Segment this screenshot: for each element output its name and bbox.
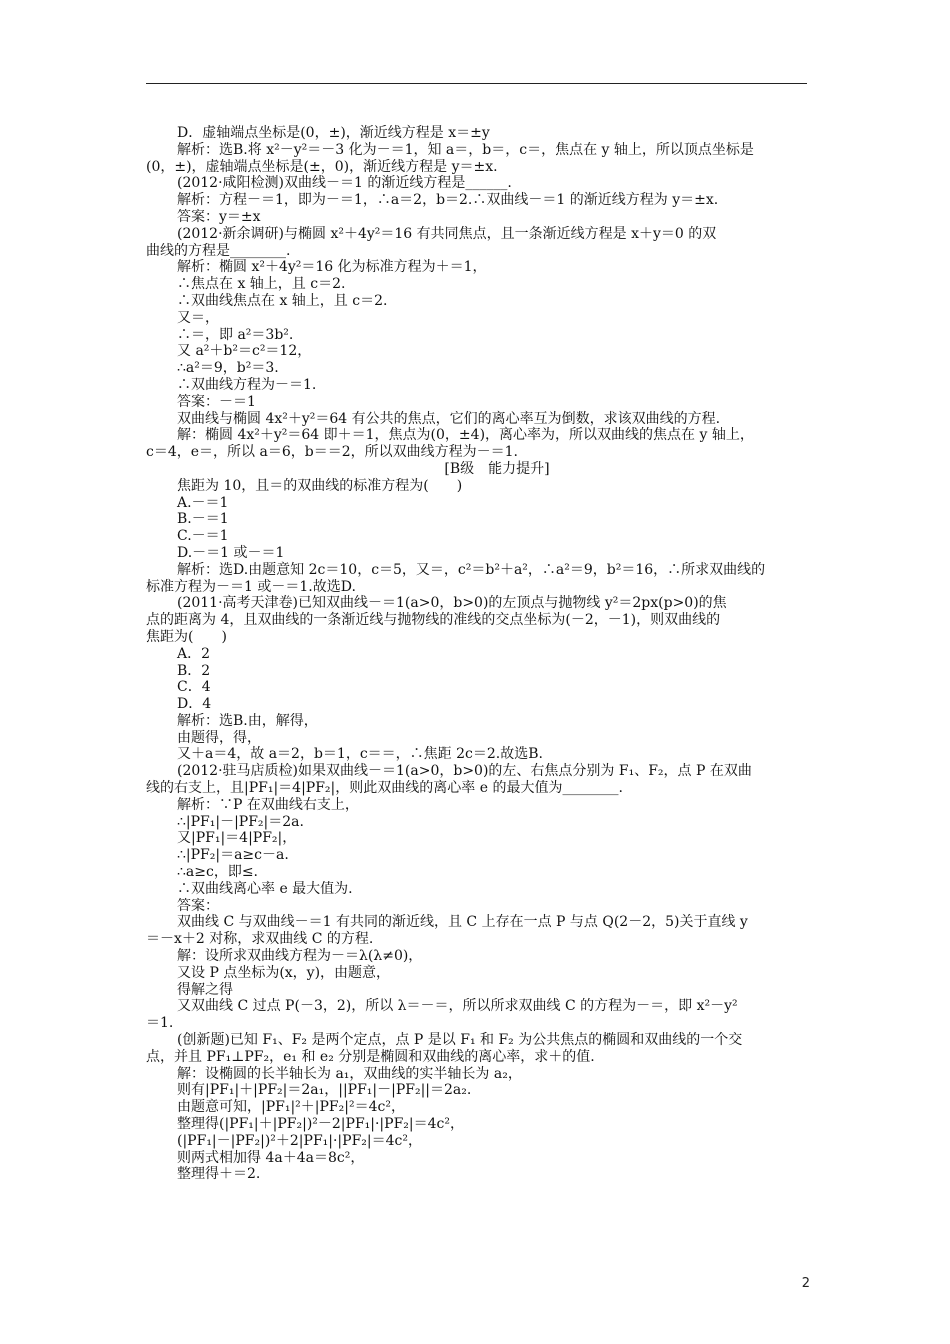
text-line: 曲线的方程是________. [146,242,291,259]
text-line: 答案：y＝±x [177,208,261,225]
text-line: (2012·新余调研)与椭圆 x²＋4y²＝16 有共同焦点，且一条渐近线方程是 x＋y＝0 的双 [177,225,717,242]
text-line: A．2 [177,645,211,662]
text-line: 标准方程为－＝1 或－＝1.故选D. [146,578,356,595]
text-line: 整理得＋＝2. [177,1166,261,1183]
text-line: ∴a≥c，即≤. [177,864,259,881]
text-line: 又双曲线 C 过点 P(－3，2)，所以 λ＝－＝，所以所求双曲线 C 的方程为－＝，即 x²－y² [177,998,738,1015]
header-rule [146,83,807,84]
text-line: ＝1. [146,1015,174,1032]
text-line: 答案： [177,897,219,914]
text-line: ∴双曲线焦点在 x 轴上，且 c＝2. [177,292,388,309]
section-heading: [B级 能力提升] [444,460,550,477]
text-line: 解析：∵P 在双曲线右支上， [177,796,359,813]
text-line: 解：设所求双曲线方程为－＝λ(λ≠0)， [177,948,423,965]
page-number: 2 [801,1276,810,1291]
text-line: ∴＝，即 a²＝3b². [177,326,294,343]
text-line: 得解之得 [177,981,233,998]
text-line: 由题意可知，|PF₁|²＋|PF₂|²＝4c²， [177,1099,405,1116]
text-line: A.－＝1 [177,494,229,511]
text-line: 又＝， [177,309,219,326]
text-line: 解析：方程－＝1，即为－＝1，∴a＝2，b＝2.∴双曲线－＝1 的渐近线方程为 y＝±x. [177,192,719,209]
text-line: ∴焦点在 x 轴上，且 c＝2. [177,276,346,293]
text-line: 解析：选B.由，解得， [177,712,318,729]
text-line: ∴|PF₂|＝a≥c－a. [177,847,289,864]
text-line: ∴a²＝9，b²＝3. [177,360,279,377]
text-line: (|PF₁|－|PF₂|)²＋2|PF₁|·|PF₂|＝4c²， [177,1132,422,1149]
text-line: B．2 [177,662,211,679]
text-line: 又设 P 点坐标为(x，y)，由题意， [177,964,391,981]
text-line: 由题得，得， [177,729,261,746]
text-line: 线的右支上，且|PF₁|＝4|PF₂|，则此双曲线的离心率 e 的最大值为________. [146,780,623,797]
page-body [146,125,817,1183]
text-line: (2012·驻马店质检)如果双曲线－＝1(a>0，b>0)的左、右焦点分别为 F₁、F₂，点 P 在双曲 [177,763,752,780]
text-line: ＝－x＋2 对称，求双曲线 C 的方程. [146,931,374,948]
text-line: 解析：选B.将 x²－y²＝－3 化为－＝1，知 a＝，b＝，c＝，焦点在 y 轴上，所以顶点坐标是 [177,141,754,158]
text-line: 又|PF₁|＝4|PF₂|， [177,830,297,847]
text-line: 又＋a＝4，故 a＝2，b＝1，c＝＝，∴焦距 2c＝2.故选B. [177,746,543,763]
text-line: D．虚轴端点坐标是(0，±)，渐近线方程是 x＝±y [177,125,490,141]
text-line: 点，并且 PF₁⊥PF₂，e₁ 和 e₂ 分别是椭圆和双曲线的离心率，求＋的值. [146,1048,595,1065]
text-line: 则两式相加得 4a＋4a＝8c²， [177,1149,365,1166]
text-line: 解：设椭圆的长半轴长为 a₁，双曲线的实半轴长为 a₂， [177,1065,522,1082]
text-line: (2011·高考天津卷)已知双曲线－＝1(a>0，b>0)的左顶点与抛物线 y²＝2px(p>0)的焦 [177,595,727,612]
text-line: ∴|PF₁|－|PF₂|＝2a. [177,813,304,830]
text-line: ∴双曲线离心率 e 最大值为. [177,880,353,897]
text-line: (0，±)，虚轴端点坐标是(±，0)，渐近线方程是 y＝±x. [146,158,498,175]
text-line: 则有|PF₁|＋|PF₂|＝2a₁，||PF₁|－|PF₂||＝2a₂. [177,1082,472,1099]
text-line: 点的距离为 4，且双曲线的一条渐近线与抛物线的准线的交点坐标为(－2，－1)，则双曲线的 [146,612,721,629]
text-line: 焦距为 10，且＝的双曲线的标准方程为( ) [177,477,463,494]
text-line: 解析：椭圆 x²＋4y²＝16 化为标准方程为＋＝1， [177,259,487,276]
text-line: 解：椭圆 4x²＋y²＝64 即＋＝1，焦点为(0，±4)，离心率为，所以双曲线的焦点在 y 轴上， [177,427,754,444]
text-line: B.－＝1 [177,511,229,528]
text-line: 焦距为( ) [146,628,227,645]
text-line: 答案：－＝1 [177,393,256,410]
text-line: D.－＝1 或－＝1 [177,544,285,561]
text-line: 解析：选D.由题意知 2c＝10，c＝5，又＝，c²＝b²＋a²，∴a²＝9，b²＝16，∴所求双曲线的 [177,561,766,578]
text-line: 整理得(|PF₁|＋|PF₂|)²－2|PF₁|·|PF₂|＝4c²， [177,1116,464,1133]
text-line: D．4 [177,696,212,713]
text-line: 双曲线 C 与双曲线－＝1 有共同的渐近线，且 C 上存在一点 P 与点 Q(2－2，5)关于直线 y [177,914,748,931]
text-line: C.－＝1 [177,528,229,545]
text-line: C．4 [177,679,211,696]
text-line: c＝4，e＝，所以 a＝6，b＝＝2，所以双曲线方程为－＝1. [146,444,518,461]
text-line: 双曲线与椭圆 4x²＋y²＝64 有公共的焦点，它们的离心率互为倒数，求该双曲线的方程. [177,410,721,427]
text-line: 又 a²＋b²＝c²＝12， [177,343,312,360]
text-line: (2012·咸阳检测)双曲线－＝1 的渐近线方程是______. [177,175,512,192]
text-line: ∴双曲线方程为－＝1. [177,376,317,393]
text-line: (创新题)已知 F₁、F₂ 是两个定点，点 P 是以 F₁ 和 F₂ 为公共焦点的椭圆和双曲线的一个交 [177,1032,743,1049]
